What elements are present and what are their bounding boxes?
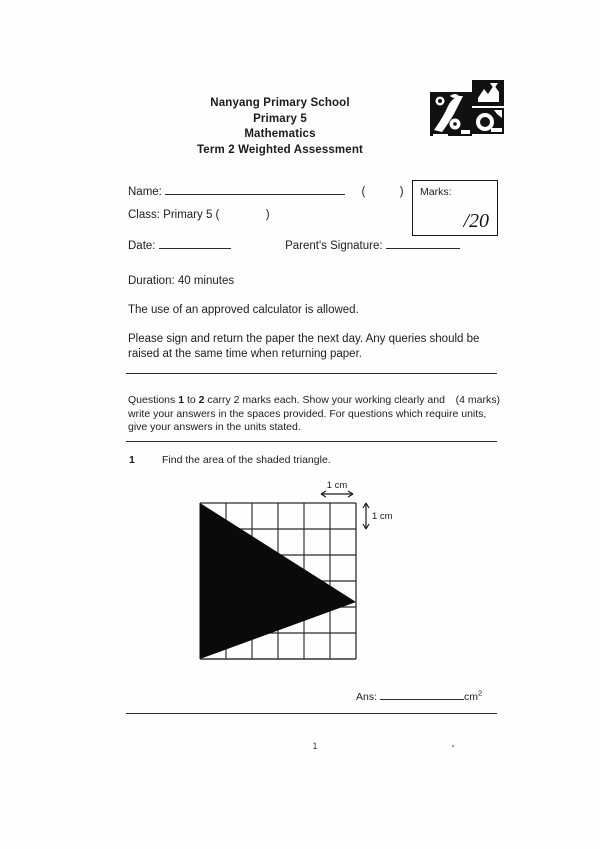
sign-return-note: Please sign and return the paper the next day. Any queries should be raised at the same time when returning paper. xyxy=(128,333,480,360)
instructions-marks-note: (4 marks) xyxy=(455,394,500,406)
instructions-bold-second: 2 xyxy=(198,394,205,406)
divider-above-footer xyxy=(126,713,497,714)
date-signature-row xyxy=(128,236,508,263)
question-number: 1 xyxy=(129,454,135,466)
instructions-text-b: to xyxy=(184,394,199,406)
shaded-triangle-figure xyxy=(190,478,400,668)
date-input-line[interactable] xyxy=(159,236,231,249)
calculator-note: The use of an approved calculator is allowed. xyxy=(128,304,359,316)
level-name: Primary 5 xyxy=(253,112,307,125)
horizontal-measure-arrow xyxy=(321,491,353,497)
instructions-text-c: carry 2 marks each. Show your working clearly and write your answers in the spaces provided. For questions which require units, give your answers in the units stated. xyxy=(128,394,487,433)
vertical-measure-arrow xyxy=(363,503,369,529)
instructions-text-a: Questions xyxy=(128,394,179,406)
school-crest-icon xyxy=(428,80,504,152)
marks-box xyxy=(412,180,498,236)
paper-notes xyxy=(128,274,500,376)
parent-signature-label: Parent's Signature: xyxy=(285,240,383,252)
marks-label: Marks: xyxy=(420,186,452,198)
date-label: Date: xyxy=(128,240,156,252)
duration-note: Duration: 40 minutes xyxy=(128,275,235,287)
page-number: 1 xyxy=(312,741,318,751)
class-bracket-close: ) xyxy=(265,209,270,221)
marks-total: /20 xyxy=(463,210,489,232)
footer-dot-artifact xyxy=(452,745,454,747)
answer-line xyxy=(356,688,482,703)
name-input-line[interactable] xyxy=(165,182,345,195)
vertical-measure-label: 1 cm xyxy=(372,511,393,522)
answer-label: Ans: xyxy=(356,691,378,703)
name-bracket-close: ) xyxy=(399,186,404,198)
subject-name: Mathematics xyxy=(244,128,316,140)
divider-above-instructions xyxy=(126,373,497,374)
question-text: Find the area of the shaded triangle. xyxy=(162,454,331,466)
parent-signature-line[interactable] xyxy=(386,236,460,249)
assessment-name: Term 2 Weighted Assessment xyxy=(196,143,364,156)
school-name: Nanyang Primary School xyxy=(210,97,350,109)
answer-unit: cm xyxy=(463,691,478,703)
name-bracket-open: ( xyxy=(361,186,366,198)
answer-input-line[interactable] xyxy=(380,688,464,700)
answer-unit-exponent: 2 xyxy=(477,688,483,698)
instructions-block xyxy=(128,394,500,435)
divider-below-instructions xyxy=(126,441,497,442)
horizontal-measure-label: 1 cm xyxy=(326,480,348,491)
class-label: Class: Primary 5 ( xyxy=(128,209,220,221)
name-label: Name: xyxy=(128,186,162,198)
instructions-bold-first: 1 xyxy=(178,394,185,406)
